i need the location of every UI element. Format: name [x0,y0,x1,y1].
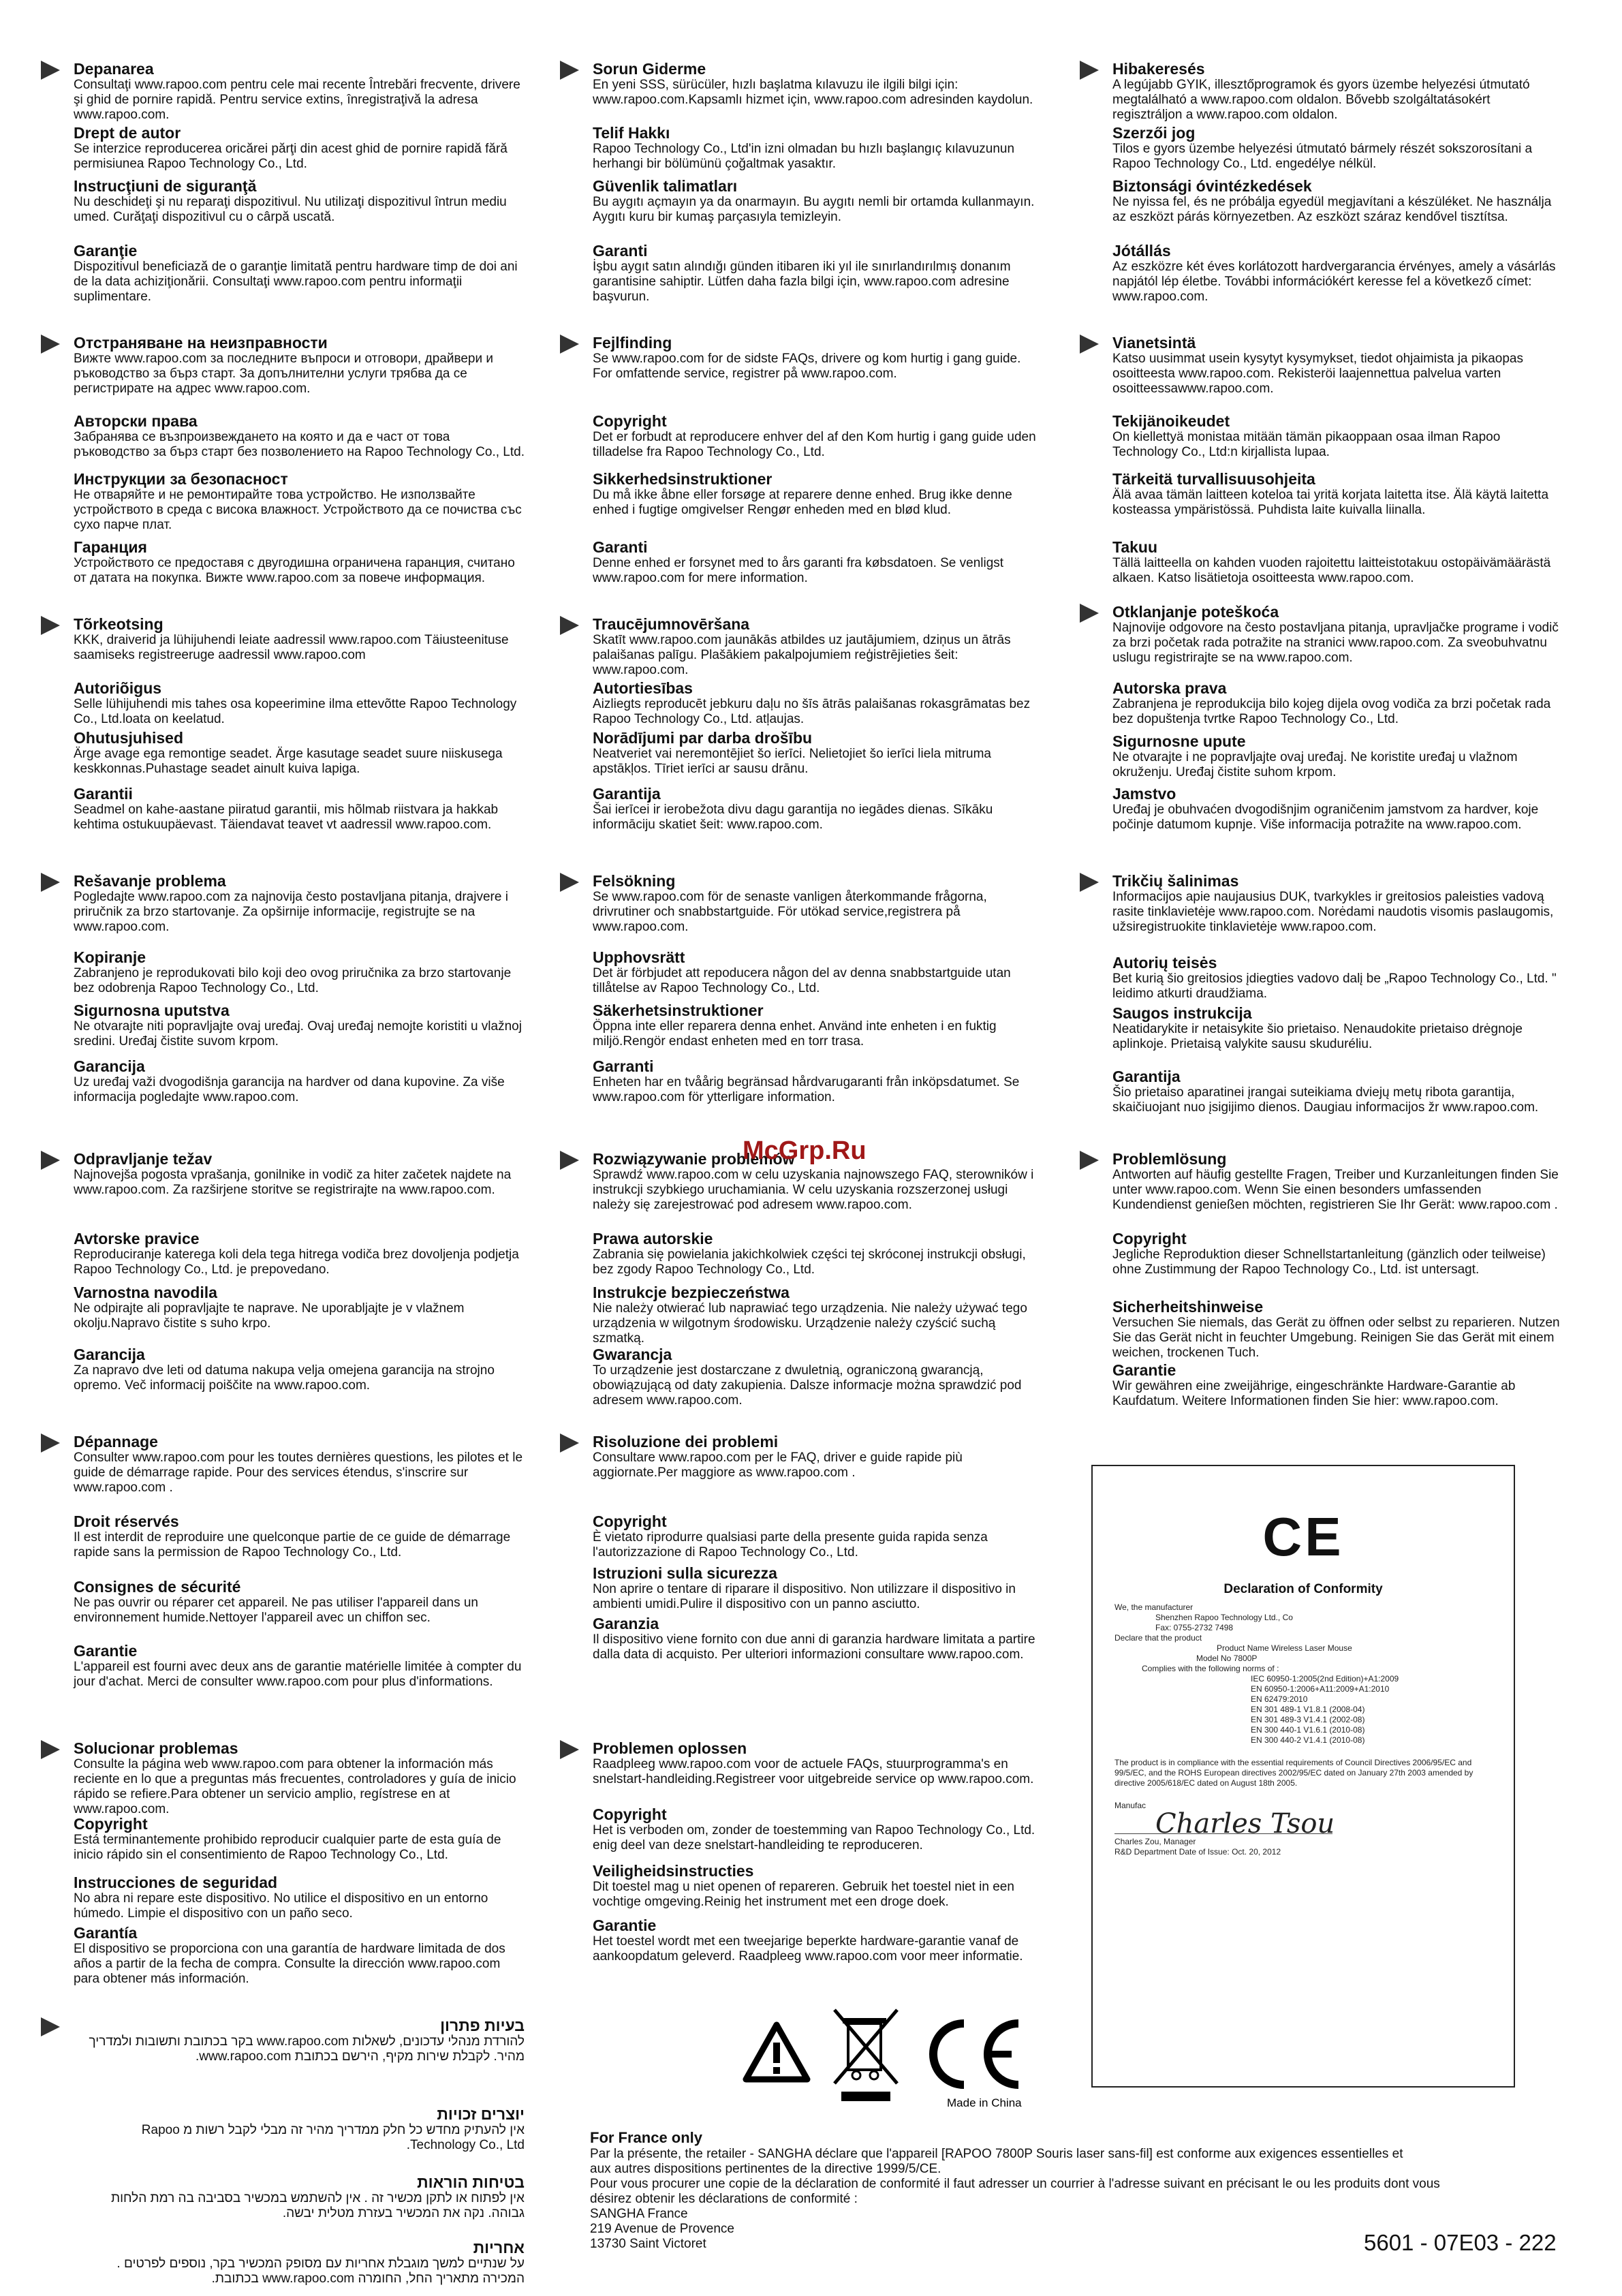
section-heading: Instrucciones de seguridad [74,1874,278,1891]
section-heading: Szerzői jog [1112,124,1196,142]
section-text: Uređaj je obuhvaćen dvogodišnjim ograničenim jamstvom za hardver, koje počinje datumom kupnje. Više informacija potražite na www.rapoo.com. [1112,803,1539,832]
regulatory-icons [739,2003,1046,2112]
section-heading: Güvenlik talimatları [593,177,738,195]
section-heading: Garanti [593,538,648,556]
section [41,1642,525,1699]
section [560,1512,1044,1570]
bullet-triangle-icon [41,1433,60,1453]
section [41,1578,525,1635]
bullet-triangle-icon [560,1151,579,1170]
section [560,872,1044,944]
section-heading: יוצרים זכויות [437,2105,525,2123]
section [41,1002,525,1059]
section-text: Det er forbudt at reproducere enhver del af den Kom hurtig i gang guide uden tilladelse fra Rapoo Technology Co., Ltd. [593,430,1036,459]
section-text: L'appareil est fourni avec deux ans de garantie matérielle limitée à compter du jour d'achat. Merci de consulter www.rapoo.com pour plus d'informations. [74,1660,522,1689]
section [41,2173,525,2231]
section-heading: Säkerhetsinstruktioner [593,1002,764,1019]
bullet-triangle-icon [41,61,60,80]
section-heading: Jótállás [1112,242,1171,260]
section-heading: Garanti [593,242,648,260]
section [41,785,525,842]
section-heading: Solucionar problemas [74,1739,238,1757]
section-heading: Sicherheitshinweise [1112,1298,1264,1316]
section [41,2017,525,2074]
section-text: Najnovejša pogosta vprašanja, gonilnike in vodič za hiter začetek najdete na www.rapoo.com. Za razširjene storitve se registrirajte na www.rapoo.com. [74,1168,512,1197]
section-text: Antworten auf häufig gestellte Fragen, Treiber und Kurzanleitungen finden Sie unter www.rapoo.com. Wenn Sie einen besonders umfassenden Kundendienst genießen möchten, registrieren Sie Ihr Gerät: www.rapoo.com . [1112,1168,1559,1212]
norm-item: EN 62479:2010 [1251,1694,1308,1704]
section-text: Consultare www.rapoo.com per le FAQ, driver e guide rapide più aggiornate.Per maggiore as www.rapoo.com . [593,1450,963,1480]
section-text: Šio prietaiso aparatinei įrangai suteikiama dviejų metų ribota garantija, skaičiuojant nuo įsigijimo dienos. Daugiau informacijos žr www.rapoo.com. [1112,1085,1539,1115]
section-heading: Saugos instrukcija [1112,1004,1252,1022]
bullet-triangle-icon [1080,335,1099,354]
section-heading: Garantie [1112,1361,1176,1379]
section-heading: Garantii [74,785,133,803]
section-text: על שנתיים למשך מוגבלת אחריות עם מסופק המכשיר בקר, נוספים לפרטים . המכירה מתאריך החל, החומרה www.rapoo.com בכתובת. [116,2256,525,2286]
norm-item: EN 301 489-3 V1.4.1 (2002-08) [1251,1715,1365,1724]
section-text: Ne otvarajte niti popravljajte ovaj uređaj. Ovaj uređaj nemojte koristiti u vlažnoj sredini. Uređaj čistite suvom krpom. [74,1019,522,1049]
section-text: Raadpleeg www.rapoo.com voor de actuele FAQs, stuurprogramma's en snelstart-handleiding.Registreer voor uitgebreide service op www.rapoo.com. [593,1757,1034,1786]
section-heading: Istruzioni sulla sicurezza [593,1564,777,1582]
section [1080,1361,1563,1418]
bullet-triangle-icon [41,616,60,635]
section [41,412,525,469]
section [560,1739,1044,1797]
section [560,1917,1044,1974]
bullet-triangle-icon [560,1433,579,1453]
section-text: Versuchen Sie niemals, das Gerät zu öffnen oder selbst zu reparieren. Nutzen Sie das Gerät nicht in feuchter Umgebung. Reinigen Sie das Gerät mit einem weichen, trockenen Tuch. [1112,1316,1560,1360]
section-text: Ärge avage ega remontige seadet. Ärge kasutage seadet suure niiskusega keskkonnas.Puhastage seadet ainult kuiva lapiga. [74,747,503,776]
section-heading: Гаранция [74,538,147,556]
france-line: 219 Avenue de Provence [590,2222,734,2236]
section-text: Neatveriet vai neremontējiet šo ierīci. Nelietojiet šo ierīci liela mitruma apstākļos. Tīriet ierīci ar sausu drānu. [593,747,992,776]
section-text: Consulte la página web www.rapoo.com para obtener la información más reciente en lo que a preguntas más frecuentes, controladores y guía de inicio rápido se refiere.Para obtener un servicio amplio, regístrese en at www.rapoo.com. [74,1757,516,1816]
warning-icon [746,2025,807,2079]
section-text: Najnovije odgovore na često postavljana pitanja, upravljačke programe i vodič za brzi početak rada potražite na stranici www.rapoo.com. Za sveobuhvatnu uslugu registrirajte se na www.rapoo.com. [1112,621,1559,665]
section-heading: Garantie [593,1917,657,1934]
section-text: Nu deschideţi şi nu reparaţi dispozitivul. Nu utilizaţi dispozitivul întrun mediu umed. Curăţaţi dispozitivul cu o cârpă uscată. [74,195,507,224]
section [1080,679,1563,736]
norm-item: EN 300 440-2 V1.4.1 (2010-08) [1251,1735,1365,1745]
decl-company: Shenzhen Rapoo Technology Ltd., Co [1155,1613,1293,1622]
section-text: Enheten har en tvåårig begränsad hårdvarugaranti från inköpsdatumet. Se www.rapoo.com för ytterligare information. [593,1075,1020,1104]
section [41,1284,525,1341]
section-heading: Tärkeitä turvallisuusohjeita [1112,470,1315,488]
section-heading: Instrucţiuni de siguranţă [74,177,257,195]
ce-icon [933,2023,1018,2085]
section-text: Pogledajte www.rapoo.com za najnovija često postavljana pitanja, drajvere i priručnik za brzo startovanje. Za opširnije informacije, registrujte se na www.rapoo.com. [74,890,508,934]
france-line: Pour vous procurer une copie de la déclaration de conformité il faut adresser un courrier à l'adresse suivant en précisant le ou les produits dont vous [590,2177,1440,2191]
section-text: Katso uusimmat usein kysytyt kysymykset, tiedot ohjaimista ja pikaopas osoitteesta www.rapoo.com. Rekisteröi laajennettua palvelua varten osoitteessawww.rapoo.com. [1112,352,1523,396]
section [41,242,525,314]
section [1080,785,1563,842]
decl-model: Model No 7800P [1196,1654,1258,1663]
section-text: Za napravo dve leti od datuma nakupa velja omejena garancija na strojno opremo. Več informacij poiščite na www.rapoo.com. [74,1363,495,1393]
section-text: On kiellettyä monistaa mitään tämän pikaoppaan osaa ilman Rapoo Technology Co., Ltd:n kirjallista lupaa. [1112,430,1501,459]
section-text: Informacijos apie naujausius DUK, tvarkykles ir greitosios paleisties vadovą rasite tinklavietėje www.rapoo.com. Norėdami naudotis visomis paslaugomis, užsiregistruokite tinklavietėje www.rapoo.com. [1112,890,1554,934]
section [41,1815,525,1872]
section [560,1433,1044,1490]
section [41,470,525,542]
section-heading: Depanarea [74,60,154,78]
section [1080,732,1563,790]
section [41,1150,525,1207]
section-text: Consulter www.rapoo.com pour les toutes dernières questions, les pilotes et le guide de démarrage rapide. Pour des services étendus, s'inscrire sur www.rapoo.com . [74,1450,523,1495]
section-heading: בעיות פתרון [440,2017,525,2034]
section [1080,60,1563,132]
section-heading: Risoluzione dei problemi [593,1433,779,1450]
section [41,1924,525,1996]
section-text: Het toestel wordt met een tweejarige beperkte hardware-garantie vanaf de aankoopdatum geleverd. Raadpleeg www.rapoo.com voor meer informatie. [593,1934,1023,1964]
section [41,1057,525,1115]
section [1080,1150,1563,1222]
france-line: SANGHA France [590,2207,688,2221]
section [1080,242,1563,314]
section-text: Skatīt www.rapoo.com jaunākās atbildes uz jautājumiem, dziņus un ātrās palaišanas palīgu. Plašākiem pakalpojumiem reģistrējieties šeit: www.rapoo.com. [593,633,1011,677]
france-line: Par la présente, the retailer - SANGHA déclare que l'appareil [RAPOO 7800P Souris laser sans-fil] est conforme aux exigences essentielles et [590,2147,1403,2161]
section-heading: Droit réservés [74,1512,179,1530]
section [560,124,1044,181]
section [560,1615,1044,1672]
section [1080,177,1563,234]
section-text: Не отваряйте и не ремонтирайте това устройство. Не използвайте устройството в среда с висока влажност. Устройството да се почиства със сухо парче плат. [74,488,522,532]
section [560,1346,1044,1418]
section-heading: Odpravljanje težav [74,1150,213,1168]
section-heading: Norādījumi par darba drošību [593,729,813,747]
section [560,1002,1044,1059]
section-text: Non aprire o tentare di riparare il dispositivo. Non utilizzare il dispositivo in ambienti umidi.Pulire il dispositivo con un panno asciutto. [593,1582,1016,1611]
declaration-body [1114,1602,1493,1857]
section [41,538,525,595]
section-text: Il dispositivo viene fornito con due anni di garanzia hardware limitata a partire dalla data di acquisto. Per ulteriori informazioni consultare www.rapoo.com. [593,1632,1035,1662]
section-heading: Garantija [593,785,661,803]
bullet-triangle-icon [41,2017,60,2036]
section [41,1874,525,1931]
section-heading: Sigurnosne upute [1112,732,1246,750]
section [560,1057,1044,1115]
section [560,1564,1044,1622]
bullet-triangle-icon [560,61,579,80]
section-text: Tilos e gyors üzembe helyezési útmutató bármely részét sokszorosítani a Rapoo Technology Co., Ltd. engedélye nélkül. [1112,142,1533,171]
section-text: Zabranjeno je reprodukovati bilo koji deo ovog priručnika za brzo startovanje bez odobrenja Rapoo Technology Co., Ltd. [74,966,512,995]
france-line: aux autres dispositions pertinentes de la directive 1999/5/CE. [590,2162,941,2176]
section-heading: Sikkerhedsinstruktioner [593,470,773,488]
section-heading: Veiligheidsinstructies [593,1862,754,1880]
norm-item: EN 60950-1:2006+A11:2009+A1:2010 [1251,1684,1390,1694]
section-heading: Autoriõigus [74,679,162,697]
norm-item: EN 300 440-1 V1.6.1 (2010-08) [1251,1725,1365,1735]
declaration-title: Declaration of Conformity [1223,1582,1383,1596]
section [41,334,525,406]
section [560,538,1044,595]
bullet-triangle-icon [560,1740,579,1759]
section [560,729,1044,786]
section-heading: Vianetsintä [1112,334,1196,352]
section-text: Öppna inte eller reparera denna enhet. Använd inte enheten i en fuktig miljö.Rengör endast enheten med en torr trasa. [593,1019,997,1049]
section [1080,1298,1563,1370]
section-text: Вижте www.rapoo.com за последните въпроси и отговори, драйвери и ръководство за бърз старт. За допълнителни услуги трябва да се регистрирате на адрес www.rapoo.com. [74,352,493,396]
section-text: Ne nyissa fel, és ne próbálja egyedül megjavítani a készüléket. Ne használja az eszközt párás környezetben. Az eszközt száraz kendővel tisztítsa. [1112,195,1552,224]
decl-complies: Complies with the following norms of : [1142,1664,1279,1673]
section [41,1512,525,1570]
section [560,412,1044,469]
section-text: Se interzice reproducerea oricărei părţi din acest ghid de pornire rapidă fără permisiunea Rapoo Technology Co., Ltd. [74,142,508,171]
section [41,2239,525,2296]
weee-bin-icon [835,2010,897,2101]
section [560,615,1044,687]
section-text: Bu aygıtı açmayın ya da onarmayın. Bu aygıtı nemli bir ortamda kullanmayın. Aygıtı kuru bir kumaş parçasıyla temizleyin. [593,195,1035,224]
section-text: Se www.rapoo.com for de sidste FAQs, drivere og kom hurtig i gang guide. For omfattende service, registrer på www.rapoo.com. [593,352,1021,381]
section [560,1805,1044,1863]
section-text: Šai ierīcei ir ierobežota divu dagu garantija no iegādes dienas. Sīkāku informāciju skatiet šeit: www.rapoo.com. [593,803,993,832]
section-heading: Traucējumnovēršana [593,615,750,633]
section-heading: Garancija [74,1346,145,1363]
section-heading: Problemen oplossen [593,1739,747,1757]
section-text: Det är förbjudet att repoducera någon del av denna snabbstartguide utan tillåtelse av Rapoo Technology Co., Ltd. [593,966,1011,995]
section-heading: Trikčių šalinimas [1112,872,1239,890]
section-heading: Copyright [74,1815,148,1833]
declaration-of-conformity [1091,1465,1515,2088]
section-text: È vietato riprodurre qualsiasi parte della presente guida rapida senza l'autorizzazione di Rapoo Technology Co., Ltd. [593,1530,988,1560]
ce-mark: CE [1262,1506,1344,1567]
decl-signer: Charles Zou, Manager [1114,1837,1196,1846]
section-text: Tällä laitteella on kahden vuoden rajoitettu laitteistotakuu ostopäivämäärästä alkaen. Katso lisätietoja osoitteesta www.rapoo.com. [1112,556,1551,585]
section-heading: Отстраняване на неизправности [74,334,328,352]
section-text: Consultaţi www.rapoo.com pentru cele mai recente Întrebări frecvente, drivere şi ghid de pornire rapidă. Pentru service extins, înregistraţivă la adresa www.rapoo.com. [74,78,520,122]
section-heading: Garantía [74,1924,138,1942]
section-heading: Garanzia [593,1615,659,1632]
section-heading: Tõrkeotsing [74,615,163,633]
section-heading: Consignes de sécurité [74,1578,241,1596]
section-heading: Garanţie [74,242,138,260]
section-text: Az eszközre két éves korlátozott hardvergarancia érvényes, amely a vásárlás napjától lép életbe. További információkért keresse fel a következő címet: www.rapoo.com. [1112,260,1556,304]
section-text: Wir gewähren eine zweijährige, eingeschränkte Hardware-Garantie ab Kaufdatum. Weitere Informationen finden Sie hier: www.rapoo.com. [1112,1379,1516,1408]
section [1080,470,1563,527]
section-heading: Telif Hakkı [593,124,670,142]
section-heading: Sorun Giderme [593,60,706,78]
bullet-triangle-icon [41,873,60,892]
section-text: Uz uređaj važi dvogodišnja garancija na hardver od dana kupovine. Za više informacija pogledajte www.rapoo.com. [74,1075,505,1104]
section [41,872,525,944]
section-text: אין לפתוח או לתקן מכשיר זה . אין להשתמש במכשיר בסביבה בה רמת הלחות גבוהה. נקה את המכשיר בעזרת מטלית יבשה. [110,2191,525,2220]
section-text: Bet kurią šio greitosios įdiegties vadovo dalį be „Rapoo Technology Co., Ltd. " leidimo atkurti draudžiama. [1112,972,1557,1001]
section-heading: Hibakeresés [1112,60,1205,78]
section [41,948,525,1006]
section [1080,124,1563,181]
section-text: Zabrania się powielania jakichkolwiek części tej skróconej instrukcji obsługi, bez zgody Rapoo Technology Co., Ltd. [593,1247,1026,1277]
section-text: Rapoo Technology Co., Ltd'in izni olmadan bu hızlı başlangıç kılavuzunun herhangi bir bölümünü çoğaltmak yasaktır. [593,142,1015,171]
section-heading: Garantija [1112,1068,1181,1085]
section-heading: Autorska prava [1112,679,1227,697]
section-heading: אחריות [473,2239,525,2256]
france-heading: For France only [590,2129,703,2146]
section [1080,1230,1563,1287]
section-text: A legújabb GYIK, illesztőprogramok és gyors üzembe helyezési útmutató megtalálható a www.rapoo.com oldalon. Bővebb szolgáltatásokért regisztráljon a www.rapoo.com oldalon. [1112,78,1530,122]
section [41,1346,525,1403]
norm-item: IEC 60950-1:2005(2nd Edition)+A1:2009 [1251,1674,1399,1684]
section-heading: Gwarancja [593,1346,672,1363]
section-heading: Biztonsági óvintézkedések [1112,177,1312,195]
section-heading: Copyright [593,412,667,430]
section-heading: Instrukcje bezpieczeństwa [593,1284,790,1301]
section-text: Ne odpirajte ali popravljajte te naprave. Ne uporabljajte je v vlažnem okolju.Napravo čistite s suho krpo. [74,1301,465,1331]
section [560,1862,1044,1919]
decl-we: We, the manufacturer [1114,1602,1194,1612]
bullet-triangle-icon [1080,604,1099,623]
section [1080,872,1563,944]
section-text: Seadmel on kahe-aastane piiratud garantii, mis hõlmab riistvara ja hakkab kehtima ostukuupäevast. Täiendavat teavet vt aadressil www.rapoo.com. [74,803,499,832]
bullet-triangle-icon [1080,61,1099,80]
bullet-triangle-icon [1080,1151,1099,1170]
norm-item: EN 301 489-1 V1.8.1 (2008-04) [1251,1705,1365,1714]
decl-manufac: Manufac [1114,1801,1147,1810]
section-heading: Autorių teisės [1112,954,1217,972]
section [41,729,525,786]
section-heading: Drept de autor [74,124,181,142]
section-text: להורדת מנהלי עדכונים, לשאלות www.rapoo.com בקר בכתובת ותשובות ולמדריך מהיר. לקבלת שירות מקיף, הירשם בכתובת www.rapoo.com. [89,2034,525,2064]
section-heading: Autortiesības [593,679,693,697]
bullet-triangle-icon [560,616,579,635]
section-heading: Copyright [1112,1230,1187,1247]
section [560,334,1044,391]
bullet-triangle-icon [1080,873,1099,892]
made-in-label: Made in China [947,2096,1022,2109]
section-heading: בטיחות הוראות [417,2173,525,2191]
bullet-triangle-icon [41,1740,60,1759]
section-text: Aizliegts reproducēt jebkuru daļu no šīs ātrās palaišanas rokasgrāmatas bez Rapoo Technology Co., Ltd. atļaujas. [593,697,1031,726]
section-text: En yeni SSS, sürücüler, hızlı başlatma kılavuzu ile ilgili bilgi için: www.rapoo.com.Kapsamlı hizmet için, www.rapoo.com adresinden kaydolun. [593,78,1033,107]
section-text: İşbu aygıt satın alındığı günden itibaren iki yıl ile sınırlandırılmış donanım garantisine sahiptir. Lütfen daha fazla bilgi için, www.rapoo.com adresine başvurun. [593,260,1011,304]
section-heading: Kopiranje [74,948,146,966]
section-heading: Varnostna navodila [74,1284,217,1301]
decl-fax: Fax: 0755-2732 7498 [1155,1623,1234,1632]
section-heading: Ohutusjuhised [74,729,183,747]
france-line: 13730 Saint Victoret [590,2237,706,2251]
section-text: Dispozitivul beneficiază de o garanţie limitată pentru hardware timp de doi ani de la data achiziţionării. Consultaţi www.rapoo.com pentru informaţii suplimentare. [74,260,518,304]
section [1080,1004,1563,1061]
section [41,1230,525,1287]
decl-compliance: The product is in compliance with the essential requirements of Council Directives 2006/95/EC and 99/5/EC, and the ROHS European directives 2002/95/EC dated on January 27th 2003 amended by directive 2005/618/EC dated on August 18th 2005. [1114,1758,1473,1788]
section [41,124,525,181]
section [560,1230,1044,1287]
section [41,177,525,234]
bullet-triangle-icon [41,335,60,354]
section [560,242,1044,314]
section [560,470,1044,527]
section-heading: Otklanjanje poteškoća [1112,603,1279,621]
section-heading: Rozwiązywanie problemów [593,1150,795,1168]
decl-department: R&D Department Date of Issue: Oct. 20, 2012 [1114,1847,1281,1857]
section-text: KKK, draiverid ja lühijuhendi leiate aadressil www.rapoo.com Täiusteenituse saamiseks registreeruge aadressil www.rapoo.com [74,633,509,662]
section-text: Забранява се възпроизвеждането на която и да е част от това ръководство за бърз старт без позволението на Rapoo Technology Co., Ltd. [74,430,525,459]
section-text: Nie należy otwierać lub naprawiać tego urządzenia. Nie należy używać tego urządzenia w wilgotnym środowisku. Urządzenie należy czyścić suchą szmatką. [593,1301,1027,1346]
section-heading: Prawa autorskie [593,1230,713,1247]
section [41,1433,525,1505]
section-text: Selle lühijuhendi mis tahes osa kopeerimine ilma ettevõtte Rapoo Technology Co., Ltd.loata on keelatud. [74,697,517,726]
section [1080,538,1563,595]
section-text: Dit toestel mag u niet openen of repareren. Gebruik het toestel niet in een vochtige omgeving.Reinig het instrument met een droge doek. [593,1880,1014,1909]
section-text: Ne pas ouvrir ou réparer cet appareil. Ne pas utiliser l'appareil dans un environnement humide.Nettoyer l'appareil avec un chiffon sec. [74,1596,479,1625]
section-text: Sprawdź www.rapoo.com w celu uzyskania najnowszego FAQ, sterowników i instrukcji szybkiego uruchamiania. W celu uzyskania rozszerzonej usługi należy się zarejestrować pod adresem www.rapoo.com. [593,1168,1034,1212]
section-heading: Copyright [593,1512,667,1530]
watermark: McGrp.Ru [743,1136,867,1165]
section [1080,954,1563,1011]
decl-declare: Declare that the product [1114,1633,1202,1643]
section-text: Jegliche Reproduktion dieser Schnellstartanleitung (gänzlich oder teilweise) ohne Zustimmung der Rapoo Technology Co., Ltd. ist untersagt. [1112,1247,1546,1277]
section-text: Se www.rapoo.com för de senaste vanligen återkommande frågorna, drivrutiner och snabbstartguide. För utökad service,registrera på www.rapoo.com. [593,890,987,934]
section-heading: Avtorske pravice [74,1230,200,1247]
section-text: Neatidarykite ir netaisykite šio prietaiso. Nenaudokite prietaiso drėgnoje aplinkoje. Prietaisą valykite sausu skuduréliu. [1112,1022,1523,1051]
section [41,615,525,672]
section-heading: Copyright [593,1805,667,1823]
section-heading: Fejlfinding [593,334,672,352]
section [560,948,1044,1006]
section-text: El dispositivo se proporciona con una garantía de hardware limitada de dos años a partir de la fecha de compra. Consulte la dirección www.rapoo.com para obtener más información. [74,1942,505,1986]
section-heading: Dépannage [74,1433,158,1450]
section-text: Denne enhed er forsynet med to års garanti fra købsdatoen. Se venligst www.rapoo.com for mere information. [593,556,1004,585]
decl-product: Product Name Wireless Laser Mouse [1217,1643,1352,1653]
section-text: Het is verboden om, zonder de toestemming van Rapoo Technology Co., Ltd. enig deel van deze snelstart-handleiding te reproduceren. [593,1823,1035,1852]
section-heading: Garranti [593,1057,654,1075]
section-heading: Takuu [1112,538,1158,556]
section-heading: Garantie [74,1642,138,1660]
section-text: Reproduciranje katerega koli dela tega hitrega vodiča brez dovoljenja podjetja Rapoo Technology Co., Ltd. je prepovedano. [74,1247,519,1277]
section-heading: Upphovsrätt [593,948,685,966]
section [41,1739,525,1827]
decl-norms [1251,1674,1493,1746]
section [560,60,1044,117]
bullet-triangle-icon [41,1151,60,1170]
section [41,679,525,736]
section-text: Zabranjena je reprodukcija bilo kojeg dijela ovog vodiča za brzi početak rada bez dopuštenja tvrtke Rapoo Technology Co., Ltd. [1112,697,1551,726]
section-heading: Jamstvo [1112,785,1176,803]
section-text: No abra ni repare este dispositivo. No utilice el dispositivo en un entorno húmedo. Limpie el dispositivo con un paño seco. [74,1891,488,1921]
section-text: אין להעתיק מחדש כל חלק ממדריך מהיר זה מבלי לקבל רשות מ Rapoo Technology Co., Ltd. [141,2123,525,2152]
footer-code: 5601 - 07E03 - 222 [1364,2230,1557,2255]
section [1080,603,1563,675]
bullet-triangle-icon [560,873,579,892]
section-heading: Garancija [74,1057,145,1075]
section-text: To urządzenie jest dostarczane z dwuletnią, ograniczoną gwarancją, obowiązującą od daty zakupienia. Dalsze informacje można sprawdzić pod adresem www.rapoo.com. [593,1363,1022,1408]
section [41,60,525,132]
section-heading: Авторски права [74,412,198,430]
section-text: Du må ikke åbne eller forsøge at reparere denne enhed. Brug ikke denne enhed i fugtige omgivelser Rengør enheden med en blød klud. [593,488,1012,517]
france-line: désirez obtenir les déclarations de conformité : [590,2192,858,2206]
section [1080,1068,1563,1125]
section-text: Ne otvarajte i ne popravljajte ovaj uređaj. Ne koristite uređaj u vlažnom okruženju. Uređaj čistite suhom krpom. [1112,750,1518,779]
section-text: Устройството се предоставя с двугодишна ограничена гаранция, считано от датата на покупка. Вижте www.rapoo.com за повече информация. [74,556,515,585]
section-heading: Problemlösung [1112,1150,1227,1168]
section-text: Älä avaa tämän laitteen koteloa tai yritä korjata laitetta itse. Älä käytä laitetta kosteassa ympäristössä. Puhdista laite kuivalla liinalla. [1112,488,1549,517]
section [1080,412,1563,469]
section-heading: Sigurnosna uputstva [74,1002,230,1019]
section [560,785,1044,842]
section-text: Il est interdit de reproduire une quelconque partie de ce guide de démarrage rapide sans la permission de Rapoo Technology Co., Ltd. [74,1530,511,1560]
section [560,679,1044,736]
bullet-triangle-icon [560,335,579,354]
section [560,177,1044,234]
section [41,2105,525,2162]
section-heading: Инструкции за безопасност [74,470,288,488]
section [1080,334,1563,406]
section-text: Está terminantemente prohibido reproducir cualquier parte de esta guía de inicio rápido sin el consentimiento de Rapoo Technology Co., Ltd. [74,1833,501,1862]
section-heading: Rešavanje problema [74,872,226,890]
section-heading: Felsökning [593,872,676,890]
signature: Charles Tsou [1155,1808,1335,1840]
section-heading: Tekijänoikeudet [1112,412,1230,430]
